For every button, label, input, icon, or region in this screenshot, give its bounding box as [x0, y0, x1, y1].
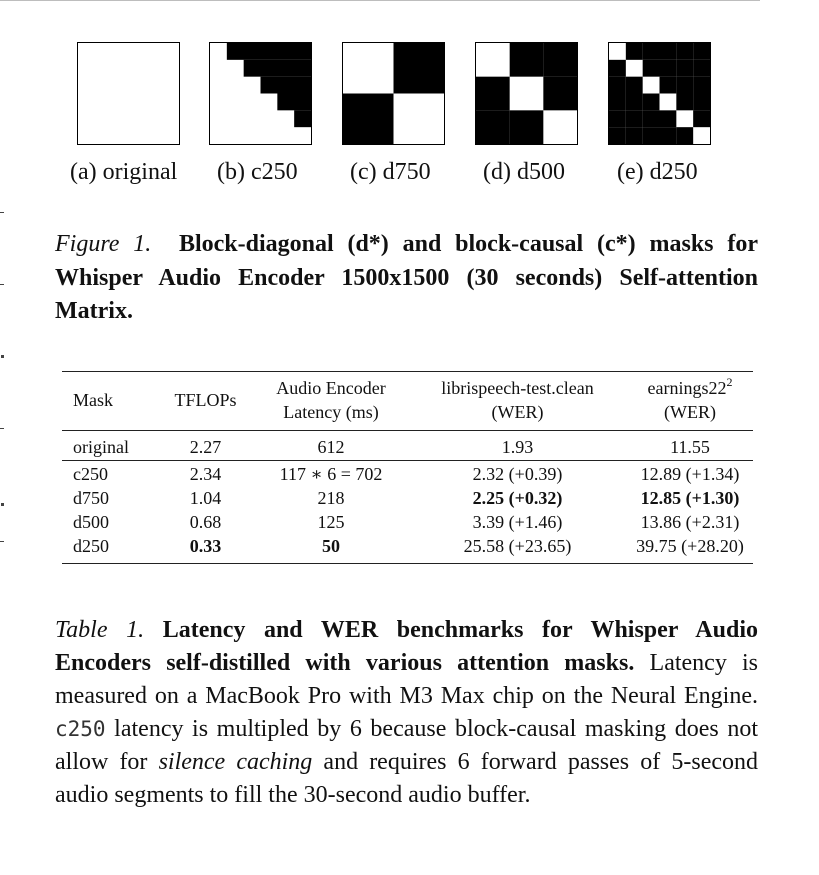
figure-caption — [55, 228, 758, 329]
header-tflops: TFLOPs — [174, 390, 237, 410]
header-latency-line1: Audio Encoder — [276, 378, 386, 398]
mask-block — [660, 110, 677, 127]
table-caption-code: c250 — [55, 717, 106, 741]
mask-block — [626, 77, 643, 94]
cell-mask: d750 — [73, 488, 109, 508]
cell-latency: 218 — [317, 488, 345, 508]
mask-block — [643, 127, 660, 144]
footnote-marker: 2 — [726, 375, 733, 389]
table-caption-text: Latency is measured on a MacBook Pro with M3 Max chip on the Neural Engine. — [55, 650, 759, 709]
header-mask: Mask — [73, 390, 113, 410]
cell-earnings: 11.55 — [670, 437, 710, 457]
mask-block — [693, 110, 710, 127]
mask-block — [693, 60, 710, 77]
table-caption — [55, 614, 758, 812]
mask-block — [277, 94, 311, 111]
cell-librispeech-best: 2.25 (+0.32) — [472, 488, 563, 508]
cell-latency: 125 — [317, 512, 345, 532]
mask-block — [693, 77, 710, 94]
mask-block — [643, 60, 660, 77]
cell-earnings-best: 12.85 (+1.30) — [640, 488, 740, 508]
mask-block — [660, 43, 677, 60]
mask-original-panel — [77, 42, 180, 145]
mask-d750-panel — [342, 42, 445, 145]
cell-earnings: 12.89 (+1.34) — [627, 461, 753, 487]
mask-block — [660, 127, 677, 144]
cell-tflops: 0.68 — [189, 512, 222, 532]
figure-caption-label: Figure 1. — [55, 231, 152, 257]
header-latency — [254, 372, 408, 431]
mask-block — [660, 77, 677, 94]
cell-mask: original — [73, 437, 129, 457]
mask-block — [626, 94, 643, 111]
header-latency-line2: Latency (ms) — [283, 402, 379, 422]
cell-librispeech: 1.93 — [501, 437, 534, 457]
table-caption-text: latency is multipled by 6 because block-causal masking does not allow for — [55, 716, 758, 775]
mask-block — [609, 60, 626, 77]
mask-block — [543, 43, 577, 77]
mask-block — [660, 60, 677, 77]
margin-mark — [0, 212, 4, 213]
mask-d750-caption: (c) d750 — [350, 159, 431, 185]
header-earnings-line1: $earnings22^2$ — [647, 375, 733, 398]
table-row — [62, 510, 753, 534]
mask-block — [626, 127, 643, 144]
mask-block — [693, 94, 710, 111]
results-table — [62, 371, 753, 564]
cell-librispeech: 25.58 (+23.65) — [463, 536, 572, 556]
cell-mask: d250 — [73, 536, 109, 556]
header-earnings-line2: (WER) — [664, 402, 716, 422]
margin-mark — [1, 355, 4, 358]
mask-block — [626, 110, 643, 127]
table-row — [62, 486, 753, 510]
table-row — [62, 461, 753, 487]
cell-latency: 117 ∗ 6 = 702 — [254, 461, 408, 487]
mask-block — [676, 127, 693, 144]
mask-block — [609, 110, 626, 127]
mask-d500-caption: (d) d500 — [483, 159, 565, 185]
mask-block — [676, 43, 693, 60]
mask-block — [543, 77, 577, 111]
margin-mark — [0, 284, 4, 285]
header-librispeech-line1: librispeech-test.clean — [441, 378, 594, 398]
table-row — [62, 534, 753, 564]
mask-block — [261, 77, 312, 94]
table-caption-italic: silence caching — [158, 749, 313, 775]
mask-block — [609, 94, 626, 111]
cell-mask: d500 — [73, 512, 109, 532]
mask-block — [343, 94, 394, 145]
mask-original-caption: (a) original — [70, 159, 178, 185]
cell-librispeech: 2.32 (+0.39) — [408, 461, 627, 487]
mask-block — [227, 43, 311, 60]
mask-block — [643, 43, 660, 60]
cell-tflops-best: 0.33 — [189, 536, 222, 556]
cell-mask: c250 — [62, 461, 157, 487]
margin-mark — [1, 503, 4, 506]
cell-earnings: 39.75 (+28.20) — [636, 536, 744, 556]
table-row — [62, 431, 753, 461]
mask-block — [676, 60, 693, 77]
page-top-rule — [0, 0, 760, 1]
mask-block — [394, 43, 445, 94]
table-caption-bold: Latency and WER benchmarks for Whisper Audio Encoders self-distilled with various attention masks. — [55, 617, 758, 676]
header-librispeech — [408, 372, 627, 431]
mask-block — [643, 94, 660, 111]
cell-latency: 612 — [317, 437, 345, 457]
mask-block — [609, 127, 626, 144]
mask-block — [244, 60, 311, 77]
margin-mark — [0, 428, 4, 429]
mask-d500-panel — [475, 42, 578, 145]
header-earnings — [627, 372, 753, 431]
mask-block — [294, 110, 311, 127]
mask-block — [693, 43, 710, 60]
mask-c250-caption: (b) c250 — [217, 159, 298, 185]
cell-latency-best: 50 — [322, 536, 340, 556]
mask-d250-panel — [608, 42, 711, 145]
mask-block — [626, 43, 643, 60]
mask-c250-panel — [209, 42, 312, 145]
cell-tflops: 2.27 — [189, 437, 222, 457]
mask-block — [510, 110, 544, 144]
table-caption-text: and requires 6 forward passes of 5-second audio segments to fill the 30-second audio buffer. — [55, 749, 759, 808]
figure-caption-text: Block-diagonal (d*) and block-causal (c*) masks for Whisper Audio Encoder 1500x1500 (30 seconds) Self-attention Matrix. — [55, 231, 758, 324]
table-header-row — [62, 372, 753, 431]
mask-d250-caption: (e) d250 — [617, 159, 698, 185]
mask-block — [476, 77, 510, 111]
mask-block — [676, 94, 693, 111]
header-librispeech-line2: (WER) — [491, 402, 544, 422]
cell-tflops: 2.34 — [157, 461, 254, 487]
mask-block — [510, 43, 544, 77]
mask-block — [643, 110, 660, 127]
mask-block — [476, 110, 510, 144]
table-caption-label: Table 1. — [55, 617, 145, 643]
cell-earnings: 13.86 (+2.31) — [640, 512, 740, 532]
mask-block — [676, 77, 693, 94]
margin-mark — [0, 541, 4, 542]
mask-block — [609, 77, 626, 94]
cell-librispeech: 3.39 (+1.46) — [472, 512, 563, 532]
cell-tflops: 1.04 — [189, 488, 222, 508]
